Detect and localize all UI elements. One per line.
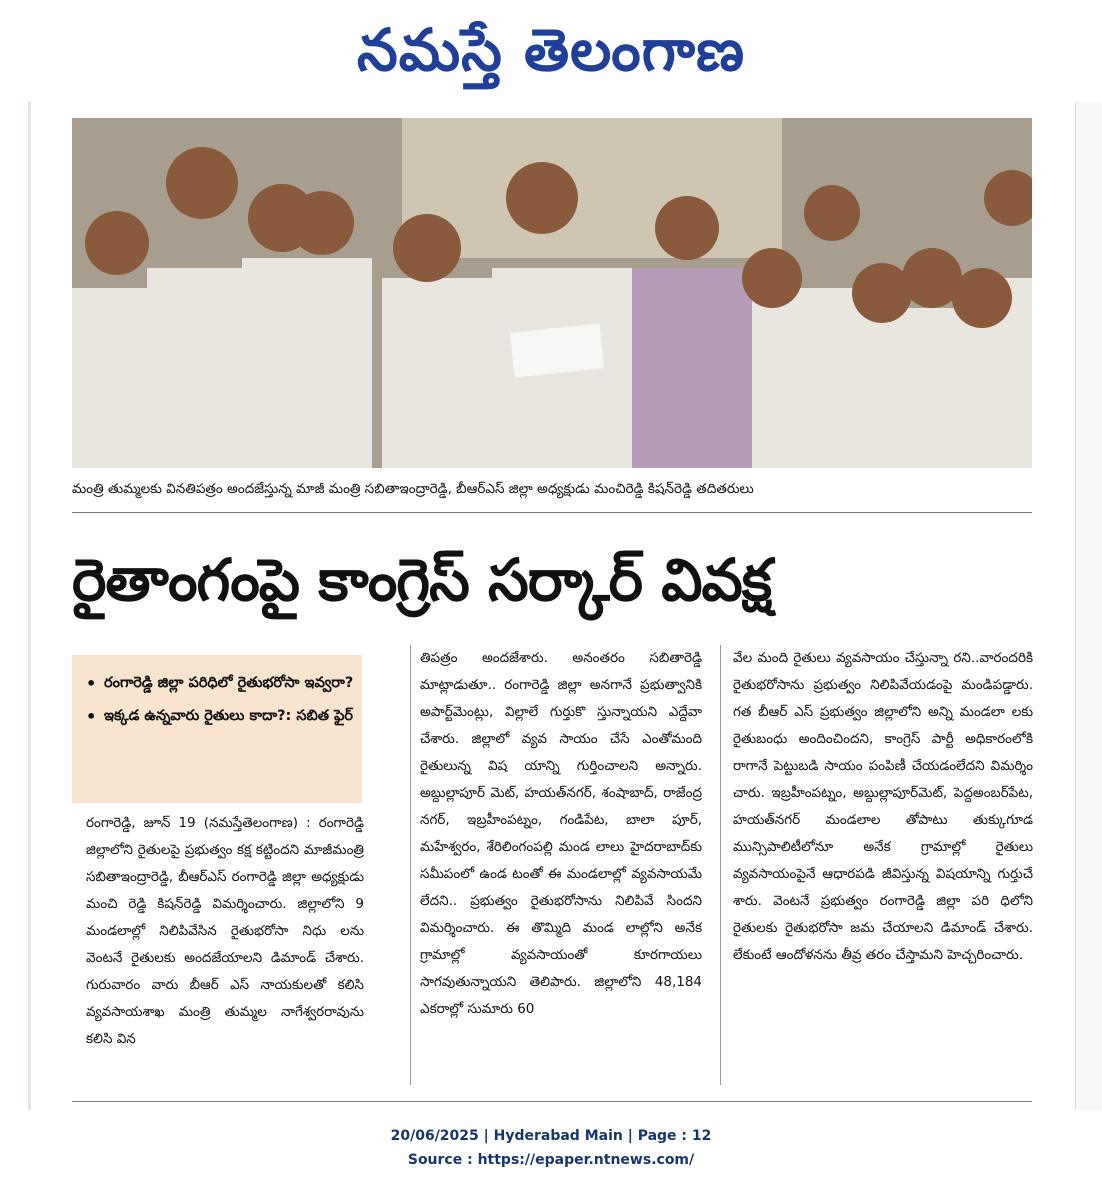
- article-headline: రైతాంగంపై కాంగ్రెస్ సర్కార్ వివక్ష: [72, 546, 771, 614]
- footer-edition-info: 20/06/2025 | Hyderabad Main | Page : 12: [390, 1128, 712, 1144]
- article-column-1: రంగారెడ్డి, జూన్ 19 (నమస్తేతెలంగాణ) : రంగారెడ్డి జిల్లాలోని రైతులపై ప్రభుత్వం కక్ష కట్టిందని మాజీమంత్రి సబితాఇంద్రారెడ్డి, బీఆర్ఎస్ రంగారెడ్డి జిల్లా అధ్యక్షుడు మంచి రెడ్డి కిషన్‌రెడ్డి విమర్శించారు. జిల్లాలోని 9 మండలాల్లో నిలిపివేసిన రైతుభరోసా నిధు లను వెంటనే రైతులకు అందజేయాలని డిమాండ్ చేశారు. గురువారం వారు బీఆర్ ఎస్ నాయకులతో కలిసి వ్యవసాయశాఖ మంత్రి తుమ్మల నాగేశ్వరరావును కలిసి విన: [86, 815, 364, 1047]
- bottom-divider: [72, 1101, 1032, 1102]
- newspaper-logo: నమస్తే తెలంగాణ: [357, 16, 745, 84]
- column-divider: [410, 645, 411, 1085]
- news-photo: [72, 118, 1032, 468]
- group-photo-illustration: [72, 118, 1032, 468]
- adjacent-page-edge-right: [1075, 102, 1102, 1110]
- article-column-3: వేల మంది రైతులు వ్యవసాయం చేస్తున్నా రని..వారందరికి రైతుభరోసాను ప్రభుత్వం నిలిపివేయడంపై మండిపడ్డారు. గత బీఆర్ ఎస్ ప్రభుత్వం జిల్లాలోని అన్ని మండలా లకు రైతుబంధు అందించిందని, కాంగ్రెస్ పార్టీ అధికారంలోకి రాగానే పెట్టుబడి సాయం పంపిణీ చేయడంలేదని విమర్శిం చారు. ఇబ్రహీంపట్నం, అబ్దుల్లాపూర్‌మెట్, పెద్దఅంబర్‌పేట, హయత్‌నగర్ మండలాల తోపాటు తుక్కుగూడ మున్సిపాలిటీలోనూ అనేక గ్రామాల్లో రైతులు వ్యవసాయంపైనే ఆధారపడి జీవిస్తున్న విషయాన్ని గుర్తుచే శారు. వెంటనే ప్రభుత్వం రంగారెడ్డి జిల్లా పరి ధిలోని రైతులకు రైతుభరోసా జమ చేయాలని డిమాండ్ చేశారు. లేకుంటే ఆందోళనను తీవ్ర తరం చేస్తామని హెచ్చరించారు.: [733, 650, 1033, 963]
- highlight-item: • రంగారెడ్డి జిల్లా పరిధిలో రైతుభరోసా ఇవ్వరా?: [86, 667, 354, 700]
- highlights-box: [72, 655, 362, 803]
- article-column-2: తిపత్రం అందజేశారు. అనంతరం సబితారెడ్డి మాట్లాడుతూ.. రంగారెడ్డి జిల్లా అనగానే ప్రభుత్వానికి అపార్ట్‌మెంట్లు, విల్లాలే గుర్తుకొ స్తున్నాయని ఎద్దేవా చేశారు. జిల్లాలో వ్యవ సాయం చేసే ఎంతోమంది రైతులున్న విష యాన్ని గుర్తించాలని అన్నారు. అబ్దుల్లాపూర్ మెట్, హయత్‌నగర్, శంషాబాద్, రాజేంద్ర నగర్, ఇబ్రహీంపట్నం, గండిపేట, బాలా పూర్, మహేశ్వరం, శేరిలింగంపల్లి మండ లాలు హైదరాబాద్‌కు సమీపంలో ఉండ టంతో ఈ మండలాల్లో వ్యవసాయమే లేదని.. ప్రభుత్వం రైతుభరోసాను నిలిపివే సిందని విమర్శించారు. ఈ తొమ్మిది మండ లాల్లోని అనేక గ్రామాల్లో వ్యవసాయంతో కూరగాయలు సాగవుతున్నాయని తెలిపారు. జిల్లాలోని 48,184 ఎకరాల్లో సుమారు 60: [420, 650, 702, 1017]
- caption-divider: [72, 512, 1032, 513]
- column-divider: [720, 645, 721, 1085]
- photo-caption: మంత్రి తుమ్మలకు వినతిపత్రం అందజేస్తున్న మాజీ మంత్రి సబితాఇంద్రారెడ్డి, బీఆర్ఎస్ జిల్లా అధ్యక్షుడు మంచిరెడ్డి కిషన్‌రెడ్డి తదితరులు: [72, 481, 754, 497]
- footer-source-link[interactable]: Source : https://epaper.ntnews.com/: [407, 1152, 695, 1168]
- highlight-item: • ఇక్కడ ఉన్నవారు రైతులు కాదా?: సబిత ఫైర్: [86, 700, 354, 733]
- masthead: [0, 0, 1102, 100]
- adjacent-page-edge-left: [0, 102, 31, 1110]
